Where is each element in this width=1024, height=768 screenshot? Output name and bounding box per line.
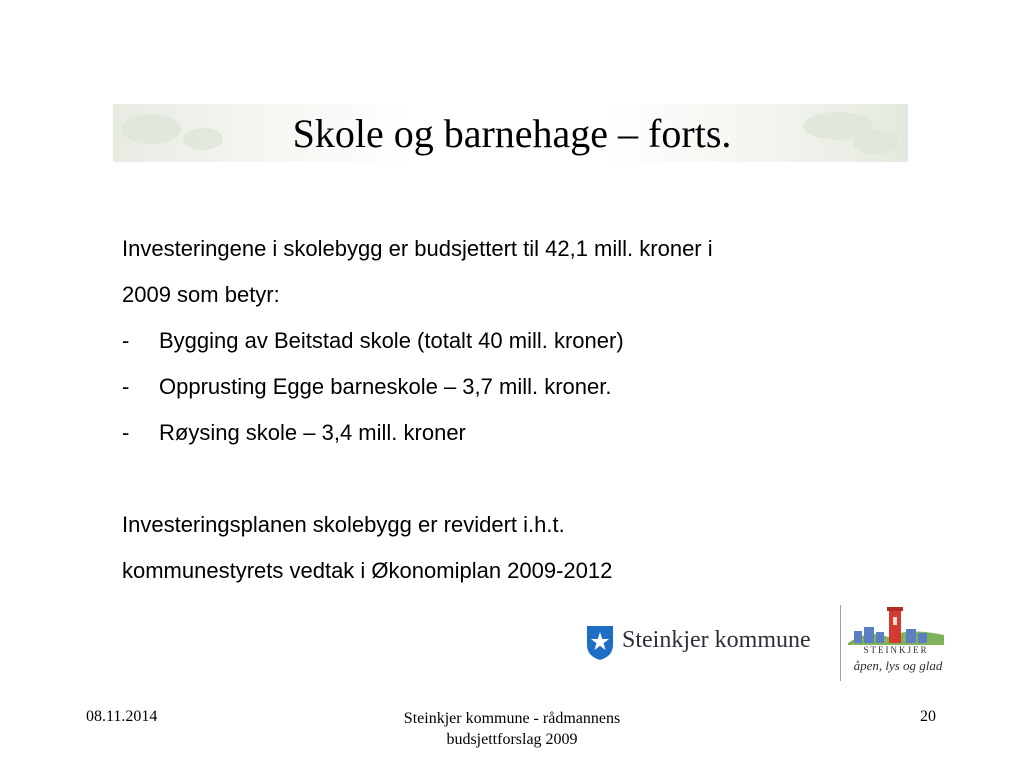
closing-line-2: kommunestyrets vedtak i Økonomiplan 2009-2012 [122, 558, 613, 583]
bullet-text: Opprusting Egge barneskole – 3,7 mill. kroner. [159, 374, 612, 399]
bullet-marker: - [122, 420, 130, 445]
kommune-name: Steinkjer kommune [622, 627, 811, 653]
footer-date: 08.11.2014 [86, 708, 158, 725]
slide-body [122, 226, 922, 594]
bullet-item [122, 318, 922, 364]
bullet-marker: - [122, 374, 130, 399]
logo-area [586, 603, 946, 683]
intro-line-1: Investeringene i skolebygg er budsjettert til 42,1 mill. kroner i [122, 236, 713, 261]
bullet-text: Bygging av Beitstad skole (totalt 40 mill. kroner) [159, 328, 624, 353]
page-number: 20 [920, 708, 936, 725]
town-name: STEINKJER [863, 645, 929, 655]
kommune-shield-icon [586, 625, 614, 661]
footer-center-line-1: Steinkjer kommune - rådmannens [403, 710, 621, 727]
footer-center-text [352, 708, 672, 750]
slide-title: Skole og barnehage – forts. [292, 111, 732, 156]
paragraph-gap [122, 456, 922, 502]
intro-line-2: 2009 som betyr: [122, 282, 280, 307]
town-slogan: åpen, lys og glad [853, 658, 943, 673]
bullet-text: Røysing skole – 3,4 mill. kroner [159, 420, 466, 445]
bullet-item [122, 364, 922, 410]
footer-center-line-2: budsjettforslag 2009 [446, 731, 578, 748]
bullet-item [122, 410, 922, 456]
bullet-marker: - [122, 328, 130, 353]
closing-line-1: Investeringsplanen skolebygg er revidert i.h.t. [122, 512, 565, 537]
logo-divider [840, 605, 841, 681]
